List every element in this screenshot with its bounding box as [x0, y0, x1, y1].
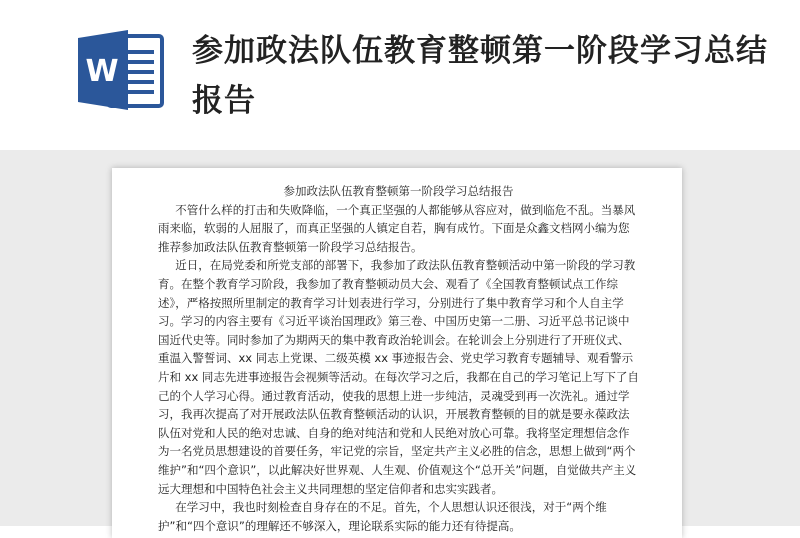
document-body	[158, 182, 639, 535]
word-icon-letter: W	[85, 54, 119, 89]
document-paragraph: 在学习中，我也时刻检查自身存在的不足。首先，个人思想认识还很浅，对于“两个维护”和“四个意识”的理解还不够深入，理论联系实际的能力还有待提高。	[158, 500, 607, 533]
header-banner	[0, 0, 800, 165]
document-title: 参加政法队伍教育整顿第一阶段学习总结报告	[283, 184, 514, 198]
document-page	[112, 168, 682, 538]
document-paragraph: 不管什么样的打击和失败降临，一个真正坚强的人都能够从容应对，做到临危不乱。当暴风雨来临，软弱的人屈服了，而真正坚强的人镇定自若，胸有成竹。下面是众鑫文档网小编为您推荐参加政法队伍教育整顿第一阶段学习总结报告。	[158, 202, 636, 254]
document-paragraph: 近日，在局党委和所党支部的部署下，我参加了政法队伍教育整顿活动中第一阶段的学习教育。在整个教育学习阶段，我参加了教育整顿动员大会、观看了《全国教育整顿试点工作综述》，严格按照所里制定的教育学习计划表进行学习，分别进行了集中教育学习和个人自主学习。学习的内容主要有《习近平谈治国理政》第三卷、中国历史第一二册、习近平总书记谈中国近代史等。同时参加了为期两天的集中教育政治轮训会。在轮训会上分别进行了开班仪式、重温入警誓词、xx 同志上党课、二级英模 xx 事迹报告会、党史学习教育专题辅导、观看警示片和 xx 同志先进事迹报告会视频等活动。在每次学习之后，我都在自己的学习笔记上写下了自己的个人学习心得。通过教育活动，使我的思想上进一步纯洁，灵魂受到再一次洗礼。通过学习，我再次提高了对开展政法队伍教育整顿活动的认识，开展教育整顿的目的就是要永葆政法队伍对党和人民的绝对忠诚、自身的绝对纯洁和党和人民绝对放心可靠。我将坚定理想信念作为一名党员思想建设的首要任务，牢记党的宗旨，坚定共产主义必胜的信念，思想上做到“两个维护”和“四个意识”，以此解决好世界观、人生观、价值观这个“总开关”问题，自觉做共产主义远大理想和中国特色社会主义共同理想的坚定信仰者和忠实实践者。	[158, 258, 639, 496]
page-title: 参加政法队伍教育整顿第一阶段学习总结报告	[192, 33, 768, 119]
word-document-icon	[78, 28, 164, 112]
